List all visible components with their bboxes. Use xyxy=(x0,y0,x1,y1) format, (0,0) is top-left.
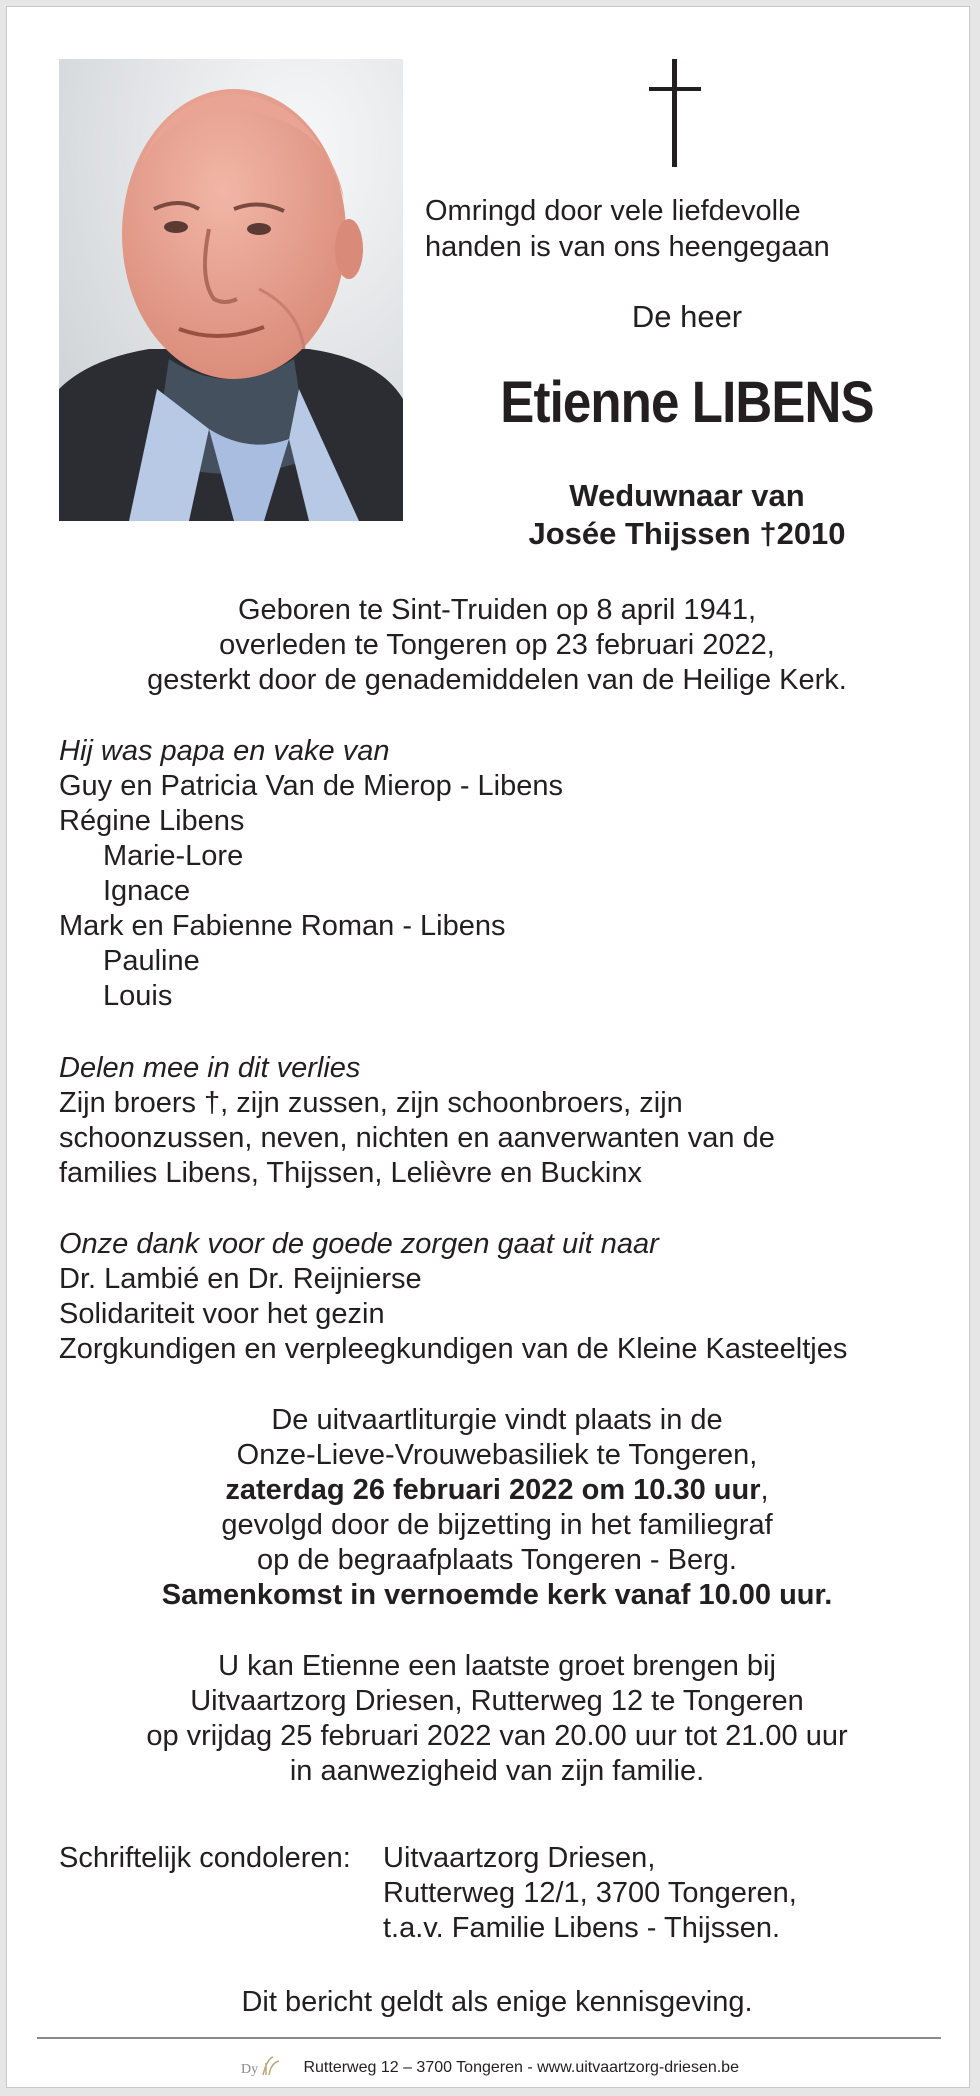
intro-line: handen is van ons heengegaan xyxy=(425,231,830,263)
mourning-heading: Delen mee in dit verlies xyxy=(59,1052,361,1084)
funeral-date: zaterdag 26 februari 2022 om 10.30 uur xyxy=(225,1474,761,1506)
condolences-address xyxy=(383,1841,797,1946)
family-member: Guy en Patricia Van de Mierop - Libens xyxy=(59,770,564,802)
grandchild: Pauline xyxy=(103,945,200,977)
funeral-line: gevolgd door de bijzetting in het familiegraf xyxy=(221,1509,773,1541)
funeral-date-row xyxy=(59,1473,935,1508)
widow-line: Josée Thijssen †2010 xyxy=(528,516,846,551)
intro-text xyxy=(425,193,925,265)
deceased-name: Etienne LIBENS xyxy=(500,370,874,435)
footer xyxy=(7,2053,971,2083)
visit-line: Uitvaartzorg Driesen, Rutterweg 12 te Tongeren xyxy=(190,1685,804,1717)
condolences-label: Schriftelijk condoleren: xyxy=(59,1842,351,1874)
funeral-section xyxy=(59,1403,935,1613)
portrait-photo xyxy=(59,59,403,521)
mourning-line: schoonzussen, neven, nichten en aanverwanten van de xyxy=(59,1122,775,1154)
punctuation: , xyxy=(760,1474,769,1506)
death-line: overleden te Tongeren op 23 februari 2022, xyxy=(219,629,775,661)
widow-line: Weduwnaar van xyxy=(569,478,805,513)
widow-info xyxy=(427,477,947,553)
address-line: t.a.v. Familie Libens - Thijssen. xyxy=(383,1912,781,1944)
cross-icon xyxy=(645,59,705,167)
birth-line: Geboren te Sint-Truiden op 8 april 1941, xyxy=(237,594,757,626)
intro-line: Omringd door vele liefdevolle xyxy=(425,195,801,227)
grandchild: Louis xyxy=(103,980,173,1012)
family-heading: Hij was papa en vake van xyxy=(59,735,390,767)
visit-line: in aanwezigheid van zijn familie. xyxy=(289,1755,705,1787)
svg-text:Dy: Dy xyxy=(241,2062,259,2077)
thanks-heading: Onze dank voor de goede zorgen gaat uit naar xyxy=(59,1228,659,1260)
condolences-section xyxy=(59,1841,797,1944)
family-member: Mark en Fabienne Roman - Libens xyxy=(59,910,506,942)
footer-divider xyxy=(37,2037,941,2039)
mourning-section xyxy=(59,1051,959,1191)
funeral-location: Onze-Lieve-Vrouwebasiliek te Tongeren, xyxy=(236,1439,758,1471)
family-member: Régine Libens xyxy=(59,805,245,837)
thanks-line: Zorgkundigen en verpleegkundigen van de Kleine Kasteeltjes xyxy=(59,1333,848,1365)
thanks-section xyxy=(59,1227,959,1367)
sacrament-line: gesterkt door de genademiddelen van de Heilige Kerk. xyxy=(147,664,847,696)
honorific: De heer xyxy=(631,299,743,334)
thanks-line: Solidariteit voor het gezin xyxy=(59,1298,385,1330)
visit-section xyxy=(59,1649,935,1789)
mourning-line: Zijn broers †, zijn zussen, zijn schoonbroers, zijn xyxy=(59,1087,683,1119)
thanks-line: Dr. Lambié en Dr. Reijnierse xyxy=(59,1263,422,1295)
obituary-card xyxy=(6,6,970,2088)
birth-death-info xyxy=(59,593,935,698)
grandchild: Ignace xyxy=(103,875,191,907)
driesen-logo-icon xyxy=(239,2053,283,2083)
footer-address: Rutterweg 12 – 3700 Tongeren - www.uitvaartzorg-driesen.be xyxy=(303,2059,739,2076)
address-line: Rutterweg 12/1, 3700 Tongeren, xyxy=(383,1877,797,1909)
grandchild: Marie-Lore xyxy=(103,840,244,872)
address-line: Uitvaartzorg Driesen, xyxy=(383,1842,656,1874)
visit-line: op vrijdag 25 februari 2022 van 20.00 uur tot 21.00 uur xyxy=(146,1720,848,1752)
gathering-time: Samenkomst in vernoemde kerk vanaf 10.00 uur. xyxy=(161,1579,833,1611)
visit-line: U kan Etienne een laatste groet brengen bij xyxy=(218,1650,776,1682)
funeral-line: De uitvaartliturgie vindt plaats in de xyxy=(271,1404,723,1436)
family-section xyxy=(59,734,959,1014)
funeral-line: op de begraafplaats Tongeren - Berg. xyxy=(257,1544,737,1576)
mourning-line: families Libens, Thijssen, Lelièvre en Buckinx xyxy=(59,1157,642,1189)
notice-text: Dit bericht geldt als enige kennisgeving. xyxy=(241,1986,753,2018)
